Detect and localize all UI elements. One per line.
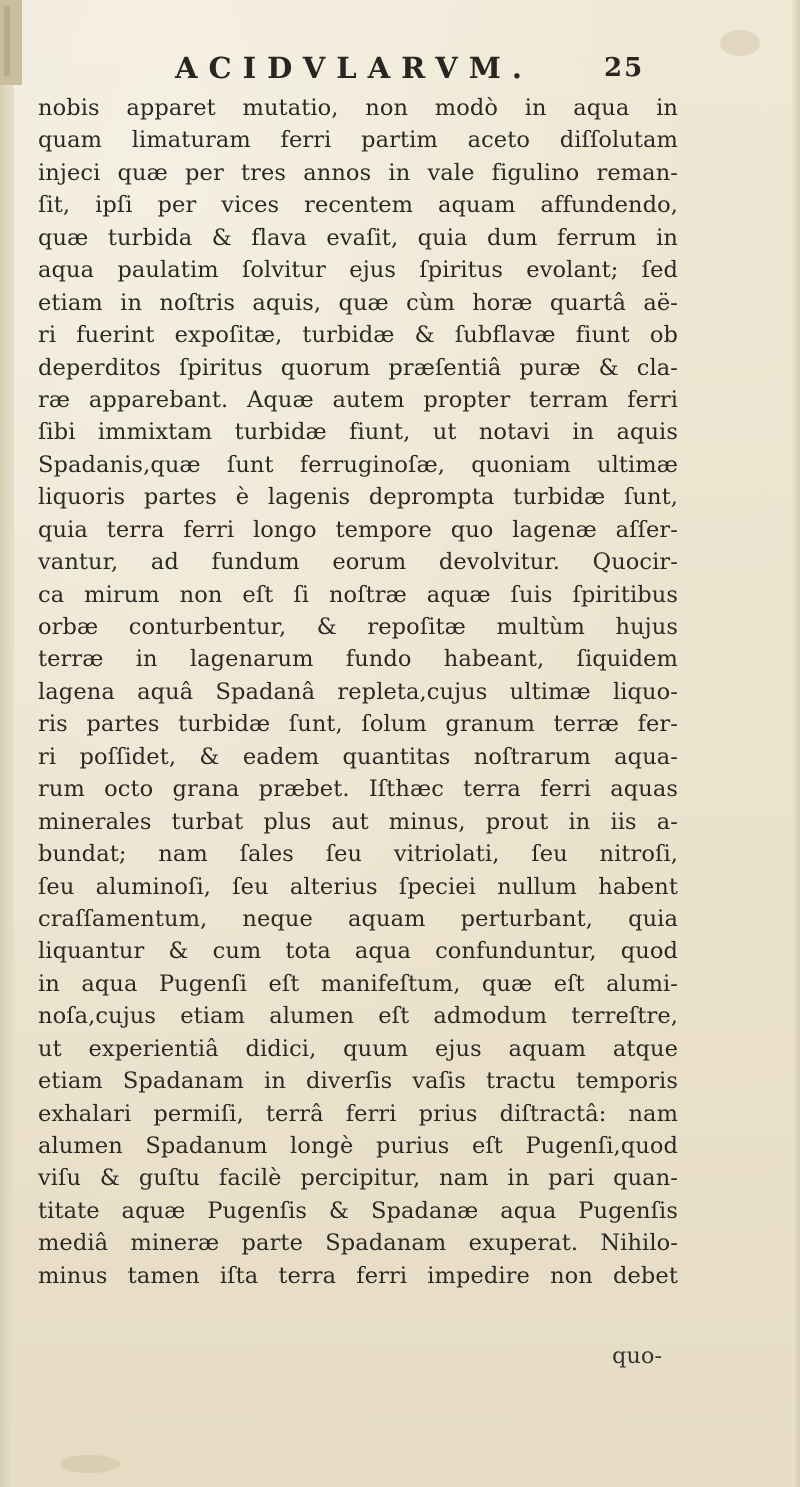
text-line: ut experientiâ didici, quum ejus aquam atque (38, 1035, 678, 1062)
text-line: in aqua Pugenſi eſt manifeſtum, quæ eſt alumi- (38, 970, 678, 997)
text-line: ſit, ipſi per vices recentem aquam affundendo, (38, 192, 678, 219)
text-line: minerales turbat plus aut minus, prout in iis a- (38, 808, 678, 835)
page-left-edge (0, 0, 14, 1487)
text-line: terræ in lagenarum fundo habeant, ſiquidem (38, 646, 678, 673)
body-text (38, 92, 678, 1292)
text-line: mediâ mineræ parte Spadanam exuperat. Nihilo- (38, 1230, 678, 1257)
text-line: bundat; nam ſales ſeu vitriolati, ſeu nitroſi, (38, 841, 678, 868)
text-line: ſeu aluminoſi, ſeu alterius ſpeciei nullum habent (38, 873, 678, 900)
catchword: quo- (612, 1343, 663, 1369)
text-line: quæ turbida & flava evaſit, quia dum ferrum in (38, 224, 678, 251)
text-line: minus tamen iſta terra ferri impedire non debet (38, 1262, 678, 1289)
text-line: etiam Spadanam in diverſis vaſis tractu temporis (38, 1068, 678, 1095)
text-line: Spadanis,quæ ſunt ferruginoſæ, quoniam ultimæ (38, 451, 678, 478)
text-line: deperditos ſpiritus quorum præſentiâ puræ & cla- (38, 354, 678, 381)
text-line: ri fuerint expoſitæ, turbidæ & ſubflavæ fiunt ob (38, 322, 678, 349)
paper-stain (60, 1455, 120, 1473)
text-line: ca mirum non eſt ſi noſtræ aquæ ſuis ſpiritibus (38, 581, 678, 608)
text-line: liquoris partes è lagenis deprompta turbidæ ſunt, (38, 484, 678, 511)
text-line: aqua paulatim ſolvitur ejus ſpiritus evolant; ſed (38, 257, 678, 284)
text-line: viſu & guſtu facilè percipitur, nam in pari quan- (38, 1165, 678, 1192)
text-line: titate aquæ Pugenſis & Spadanæ aqua Pugenſis (38, 1197, 678, 1224)
text-line: etiam in noſtris aquis, quæ cùm horæ quartâ aë- (38, 289, 678, 316)
text-line: rum octo grana præbet. Iſthæc terra ferri aquas (38, 776, 678, 803)
text-line: exhalari permiſi, terrâ ferri prius diſtractâ: nam (38, 1100, 678, 1127)
page-number: 25 (604, 53, 645, 83)
page-right-edge (792, 0, 800, 1487)
text-line: ſibi immixtam turbidæ fiunt, ut notavi in aquis (38, 419, 678, 446)
text-line: quam limaturam ferri partim aceto diſſolutam (38, 127, 678, 154)
text-line: liquantur & cum tota aqua confunduntur, quod (38, 938, 678, 965)
text-line: orbæ conturbentur, & repoſitæ multùm hujus (38, 614, 678, 640)
page-header (0, 48, 800, 88)
text-line: injeci quæ per tres annos in vale figulino reman- (38, 159, 678, 186)
text-line: alumen Spadanum longè purius eſt Pugenſi,quod (38, 1133, 678, 1159)
text-line: nobis apparet mutatio, non modò in aqua in (38, 95, 678, 121)
text-line: ræ apparebant. Aquæ autem propter terram ferri (38, 386, 678, 413)
text-line: ri poſſidet, & eadem quantitas noſtrarum aqua- (38, 743, 678, 770)
text-line: quia terra ferri longo tempore quo lagenæ aſſer- (38, 516, 678, 543)
text-line: ris partes turbidæ ſunt, ſolum granum terræ fer- (38, 711, 678, 738)
text-line: lagena aquâ Spadanâ repleta,cujus ultimæ liquo- (38, 678, 678, 705)
text-line: craſſamentum, neque aquam perturbant, quia (38, 905, 678, 932)
text-line: vantur, ad fundum eorum devolvitur. Quocir- (38, 549, 678, 576)
text-line: noſa,cujus etiam alumen eſt admodum terreſtre, (38, 1003, 678, 1030)
running-head: ACIDVLARVM. (175, 51, 533, 85)
